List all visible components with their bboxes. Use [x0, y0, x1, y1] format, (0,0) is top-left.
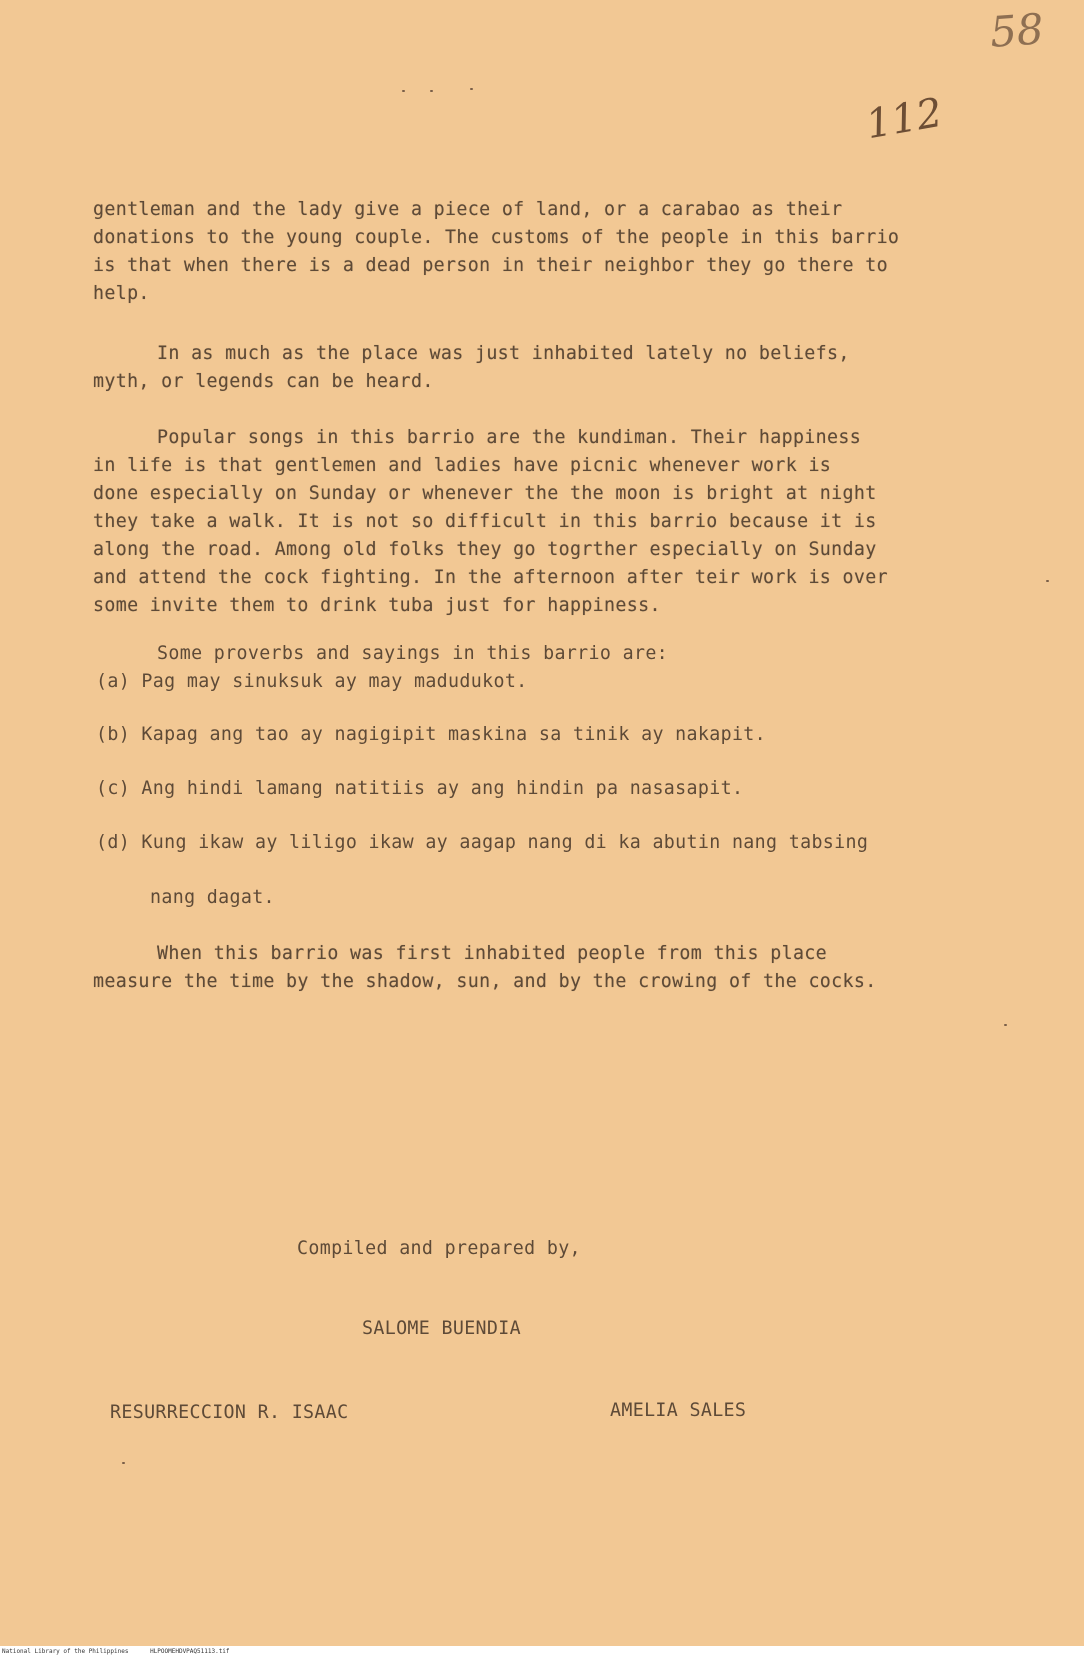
proverb-item: (a) Pag may sinuksuk ay may madudukot. [96, 671, 528, 692]
text-line: In as much as the place was just inhabited lately no beliefs, [157, 343, 850, 364]
text-line: done especially on Sunday or whenever the the moon is bright at night [93, 483, 877, 504]
page-number-annotation: 58 [988, 4, 1046, 57]
paper-speck [402, 90, 405, 92]
text-line: measure the time by the shadow, sun, and by the crowing of the cocks. [93, 971, 877, 992]
compiler-name-salome: SALOME BUENDIA [362, 1318, 521, 1339]
proverbs-intro: Some proverbs and sayings in this barrio are: [157, 643, 669, 664]
paper-speck [1004, 1024, 1007, 1026]
text-line: When this barrio was first inhabited people from this place [157, 943, 828, 964]
text-line: myth, or legends can be heard. [93, 371, 434, 392]
proverb-item: (b) Kapag ang tao ay nagigipit maskina sa tinik ay nakapit. [96, 724, 767, 745]
paragraph-time [93, 940, 1033, 996]
text-line: they take a walk. It is not so difficult in this barrio because it is [93, 511, 877, 532]
paragraph-customs [93, 196, 1033, 308]
text-line: is that when there is a dead person in their neighbor they go there to [93, 255, 888, 276]
footer-file-id: HLPOOMEHDVPAQ51113.tif [150, 1648, 230, 1655]
folio-number-annotation: 112 [862, 89, 946, 149]
paper-speck [1046, 580, 1049, 582]
paper-speck [470, 88, 473, 90]
paper-speck [122, 1462, 125, 1464]
footer-library: National Library of the Philippines [2, 1648, 129, 1655]
compiled-by-heading: Compiled and prepared by, [297, 1238, 581, 1259]
text-line: donations to the young couple. The customs of the people in this barrio [93, 227, 900, 248]
paragraph-beliefs [93, 340, 1033, 396]
paragraph-songs [93, 424, 1033, 620]
proverb-item: (c) Ang hindi lamang natitiis ay ang hindin pa nasasapit. [96, 778, 744, 799]
text-line: some invite them to drink tuba just for happiness. [93, 595, 661, 616]
scan-footer [0, 1646, 1084, 1658]
text-line: help. [93, 283, 150, 304]
paper-speck [430, 90, 433, 92]
compiler-name-resurreccion: RESURRECCION R. ISAAC [110, 1402, 349, 1423]
proverb-item: (d) Kung ikaw ay liligo ikaw ay aagap nang di ka abutin nang tabsing [96, 832, 869, 853]
compiler-name-amelia: AMELIA SALES [610, 1400, 747, 1421]
text-line: Popular songs in this barrio are the kundiman. Their happiness [157, 427, 862, 448]
text-line: along the road. Among old folks they go togrther especially on Sunday [93, 539, 877, 560]
text-line: in life is that gentlemen and ladies have picnic whenever work is [93, 455, 832, 476]
proverb-continuation: nang dagat. [150, 887, 275, 908]
text-line: gentleman and the lady give a piece of land, or a carabao as their [93, 199, 843, 220]
text-line: and attend the cock fighting. In the afternoon after teir work is over [93, 567, 888, 588]
